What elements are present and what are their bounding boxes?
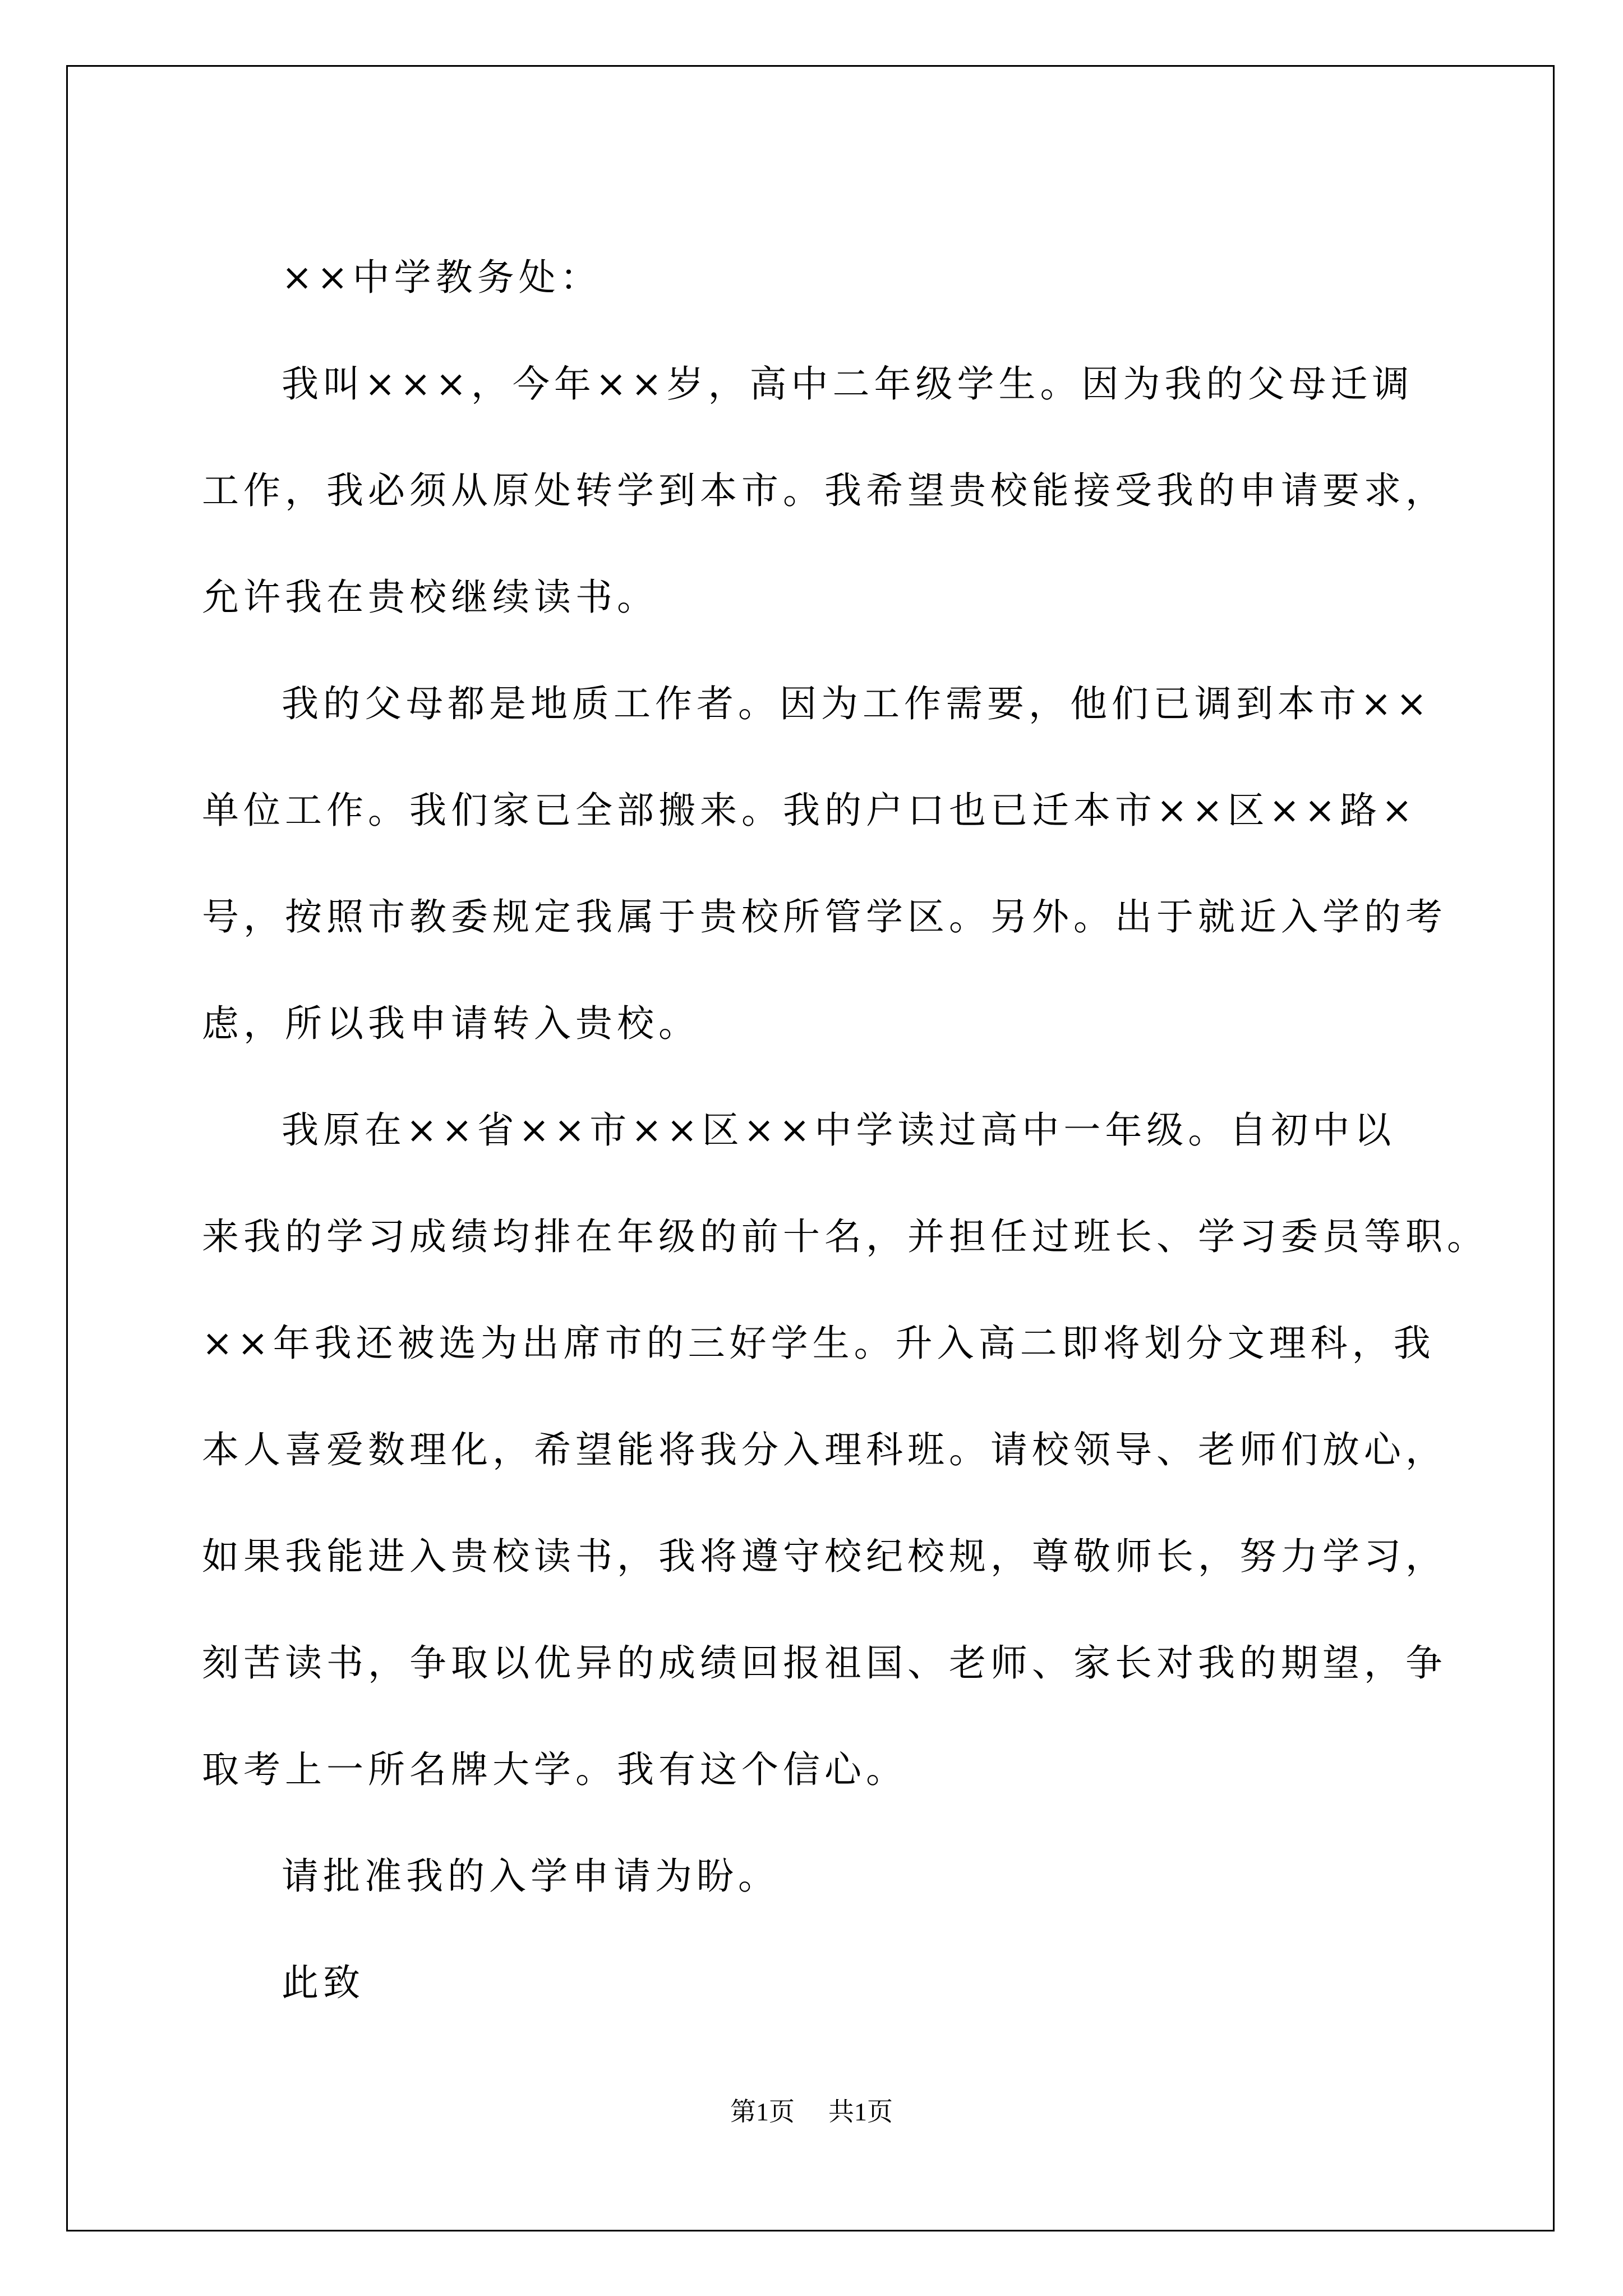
text-line: 号，按照市教委规定我属于贵校所管学区。另外。出于就近入学的考: [202, 895, 1447, 938]
text-line: 来我的学习成绩均排在年级的前十名，并担任过班长、学习委员等职。: [202, 1215, 1488, 1258]
text-line: 此致: [282, 1961, 365, 2004]
text-line: 刻苦读书，争取以优异的成绩回报祖国、老师、家长对我的期望，争: [202, 1641, 1447, 1685]
text-line: 如果我能进入贵校读书，我将遵守校纪校规，尊敬师长，努力学习，: [202, 1535, 1447, 1578]
text-line: 本人喜爱数理化，希望能将我分入理科班。请校领导、老师们放心，: [202, 1428, 1447, 1471]
text-line: 虑，所以我申请转入贵校。: [202, 1002, 700, 1045]
text-line: 取考上一所名牌大学。我有这个信心。: [202, 1748, 907, 1791]
text-line: 工作，我必须从原处转学到本市。我希望贵校能接受我的申请要求，: [202, 469, 1447, 512]
text-line: 我叫×××，今年××岁，高中二年级学生。因为我的父母迁调: [282, 362, 1414, 406]
text-line: 我的父母都是地质工作者。因为工作需要，他们已调到本市××: [282, 682, 1432, 725]
letter-body: [202, 224, 1488, 2036]
text-line: ××年我还被选为出席市的三好学生。升入高二即将划分文理科，我: [202, 1322, 1435, 1365]
page-footer: [0, 2091, 1623, 2128]
letter-paragraphs: [202, 331, 1488, 2036]
text-line: 单位工作。我们家已全部搬来。我的户口也已迁本市××区××路×: [202, 789, 1417, 832]
page-number: 第1页: [730, 2097, 795, 2126]
salutation: ××中学教务处：: [282, 256, 602, 299]
page-total: 共1页: [828, 2097, 893, 2126]
text-line: 请批准我的入学申请为盼。: [282, 1855, 780, 1898]
text-line: 我原在××省××市××区××中学读过高中一年级。自初中以: [282, 1108, 1396, 1152]
text-line: 允许我在贵校继续读书。: [202, 576, 658, 619]
